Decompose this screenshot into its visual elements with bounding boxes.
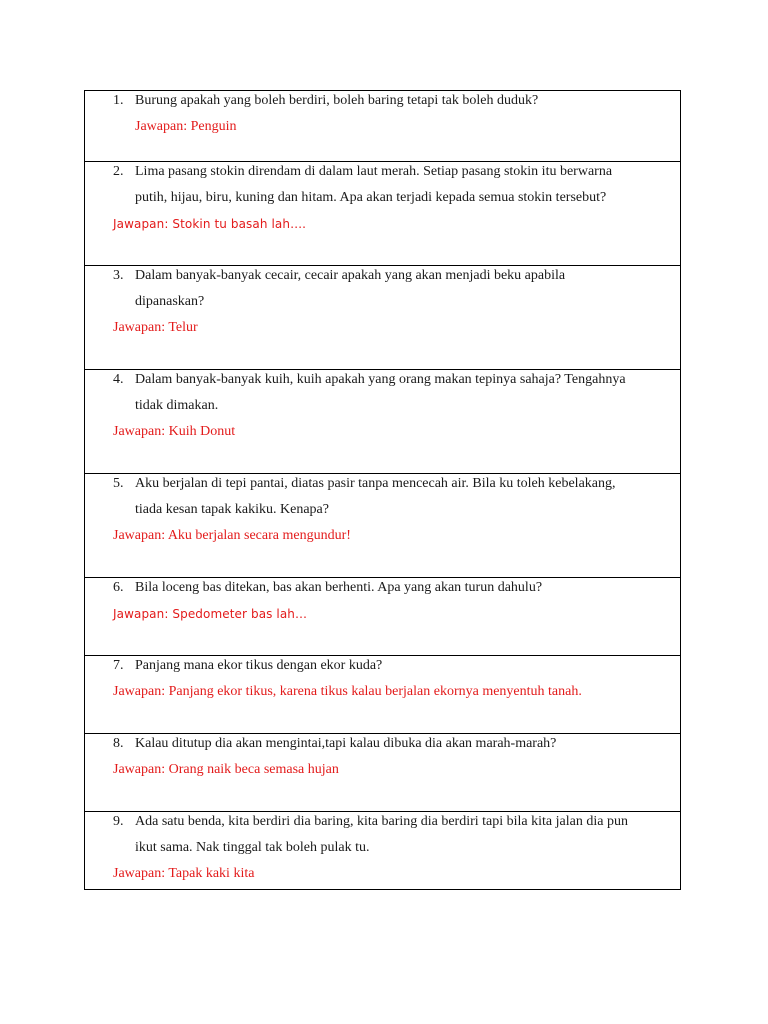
question-text: Dalam banyak-banyak kuih, kuih apakah yang orang makan tepinya sahaja? Tengahnya bbox=[135, 372, 626, 387]
question-text: ikut sama. Nak tinggal tak boleh pulak tu. bbox=[135, 840, 370, 855]
question-line bbox=[113, 164, 670, 179]
question-number: 9. bbox=[113, 814, 124, 829]
question-line bbox=[135, 841, 670, 855]
table-row bbox=[85, 265, 680, 369]
question-text: dipanaskan? bbox=[135, 294, 205, 309]
table-row bbox=[85, 655, 680, 733]
question-text: tidak dimakan. bbox=[135, 398, 219, 413]
answer-text: Jawapan: Orang naik beca semasa hujan bbox=[113, 762, 339, 777]
question-text: Lima pasang stokin direndam di dalam laut merah. Setiap pasang stokin itu berwarna bbox=[135, 164, 613, 179]
question-line bbox=[113, 372, 670, 387]
table-row bbox=[85, 733, 680, 811]
answer-text: Jawapan: Penguin bbox=[135, 119, 237, 134]
question-number: 2. bbox=[113, 164, 124, 179]
question-text: Aku berjalan di tepi pantai, diatas pasir tanpa mencecah air. Bila ku toleh kebelakang, bbox=[135, 476, 616, 491]
answer-text: Jawapan: Aku berjalan secara mengundur! bbox=[113, 528, 351, 543]
table-row bbox=[85, 161, 680, 265]
question-text: Dalam banyak-banyak cecair, cecair apakah yang akan menjadi beku apabila bbox=[135, 268, 566, 283]
answer-text: Jawapan: Panjang ekor tikus, karena tikus kalau berjalan ekornya menyentuh tanah. bbox=[113, 684, 582, 699]
question-line bbox=[113, 476, 670, 491]
question-text: Burung apakah yang boleh berdiri, boleh baring tetapi tak boleh duduk? bbox=[135, 93, 539, 108]
answer-text: Jawapan: Kuih Donut bbox=[113, 424, 236, 439]
question-line bbox=[135, 191, 670, 205]
table-row bbox=[85, 91, 680, 161]
question-line bbox=[113, 580, 670, 595]
question-line bbox=[113, 658, 670, 673]
question-number: 6. bbox=[113, 580, 124, 595]
question-number: 7. bbox=[113, 658, 124, 673]
question-text: tiada kesan tapak kakiku. Kenapa? bbox=[135, 502, 329, 517]
question-line bbox=[135, 399, 670, 413]
answer-text: Jawapan: Telur bbox=[113, 320, 198, 335]
question-line bbox=[113, 268, 670, 283]
question-line bbox=[113, 736, 670, 751]
question-number: 5. bbox=[113, 476, 124, 491]
question-number: 4. bbox=[113, 372, 124, 387]
riddle-table bbox=[84, 90, 681, 890]
question-number: 8. bbox=[113, 736, 124, 751]
question-number: 3. bbox=[113, 268, 124, 283]
question-number: 1. bbox=[113, 93, 124, 108]
question-line bbox=[113, 814, 670, 829]
question-line bbox=[135, 503, 670, 517]
question-text: Panjang mana ekor tikus dengan ekor kuda? bbox=[135, 658, 383, 673]
table-row bbox=[85, 369, 680, 473]
table-row bbox=[85, 811, 680, 889]
answer-text: Jawapan: Spedometer bas lah… bbox=[113, 607, 308, 621]
question-line bbox=[135, 295, 670, 309]
question-text: Kalau ditutup dia akan mengintai,tapi kalau dibuka dia akan marah-marah? bbox=[135, 736, 557, 751]
question-text: putih, hijau, biru, kuning dan hitam. Apa akan terjadi kepada semua stokin tersebut? bbox=[135, 190, 607, 205]
table-row bbox=[85, 473, 680, 577]
question-text: Bila loceng bas ditekan, bas akan berhenti. Apa yang akan turun dahulu? bbox=[135, 580, 543, 595]
question-text: Ada satu benda, kita berdiri dia baring, kita baring dia berdiri tapi bila kita jalan dia pun bbox=[135, 814, 628, 829]
answer-text: Jawapan: Tapak kaki kita bbox=[113, 866, 255, 881]
table-row bbox=[85, 577, 680, 655]
question-line bbox=[113, 93, 670, 108]
answer-text: Jawapan: Stokin tu basah lah…. bbox=[113, 217, 307, 231]
